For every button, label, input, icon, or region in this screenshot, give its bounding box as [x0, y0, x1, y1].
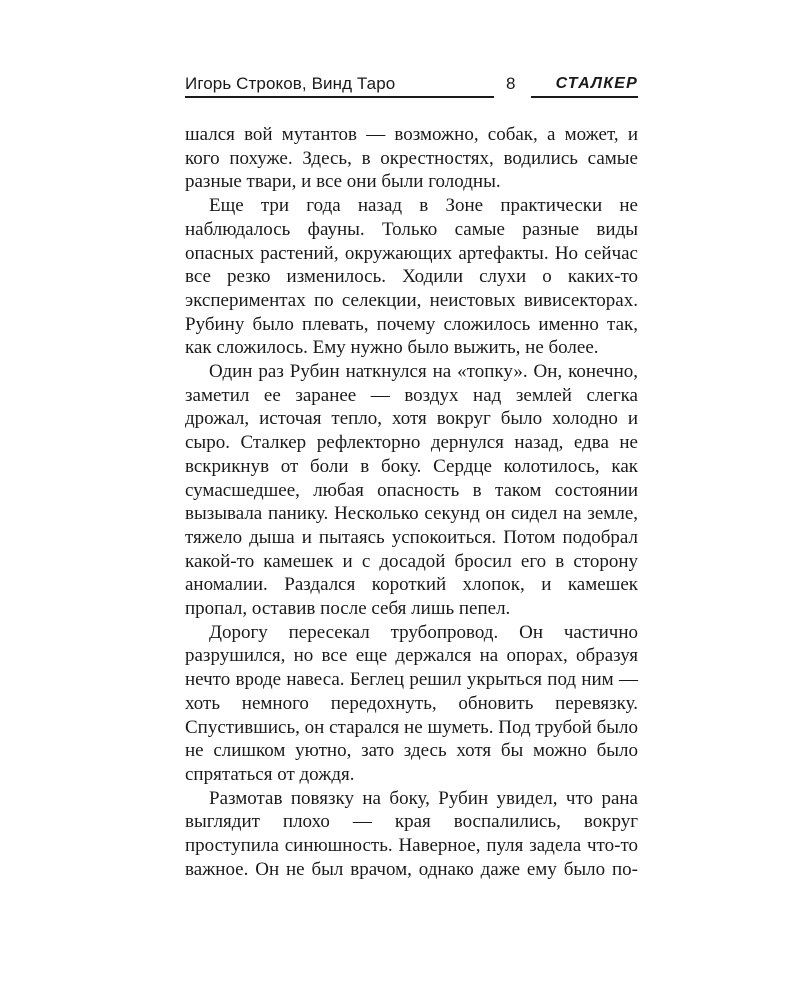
- running-header: [185, 74, 638, 98]
- paragraph: Еще три года назад в Зоне практически не наблюдалось фауны. Только самые разные виды опасных растений, окружающих артефакты. Но сейчас все резко изменилось. Ходили слухи о каких-то экспериментах по селекции, неистовых вивисекторах. Рубину было плевать, почему сложилось именно так, как сложилось. Ему нужно было выжить, не более.: [185, 195, 638, 359]
- paragraph: Дорогу пересекал трубопровод. Он частично разрушился, но все еще держался на опорах, образуя нечто вроде навеса. Беглец решил укрыться под ним — хоть немного передохнуть, обновить перевязку. Спустившись, он старался не шуметь. Под трубой было не слишком уютно, зато здесь хотя бы можно было спрятаться от дождя.: [185, 621, 638, 785]
- paragraph-continued: шался вой мутантов — возможно, собак, а может, и кого похуже. Здесь, в окрестностях, водились самые разные твари, и все они были голодны.: [185, 124, 638, 193]
- header-series-title: СТАЛКЕР: [555, 75, 638, 92]
- header-rule-left: [185, 96, 494, 98]
- page-body: [185, 123, 638, 882]
- paragraph: Один раз Рубин наткнулся на «топку». Он, конечно, заметил ее заранее — воздух над землей слегка дрожал, источая тепло, хотя вокруг было холодно и сыро. Сталкер рефлекторно дернулся назад, едва не вскрикнув от боли в боку. Сердце колотилось, как сумасшедшее, любая опасность в таком состоянии вызывала панику. Несколько секунд он сидел на земле, тяжело дыша и пытаясь успокоиться. Потом подобрал какой-то камешек и с досадой бросил его в сторону аномалии. Раздался короткий хлопок, и камешек пропал, оставив после себя лишь пепел.: [185, 361, 638, 620]
- page-number: 8: [506, 74, 516, 93]
- paragraph: Размотав повязку на боку, Рубин увидел, что рана выглядит плохо — края воспалились, вокруг проступила синюшность. Наверное, пуля задела что-то важное. Он не был врачом, однако даже ему было по-: [185, 787, 638, 880]
- header-rule-right: [531, 96, 638, 98]
- header-author: Игорь Строков, Винд Таро: [185, 74, 396, 93]
